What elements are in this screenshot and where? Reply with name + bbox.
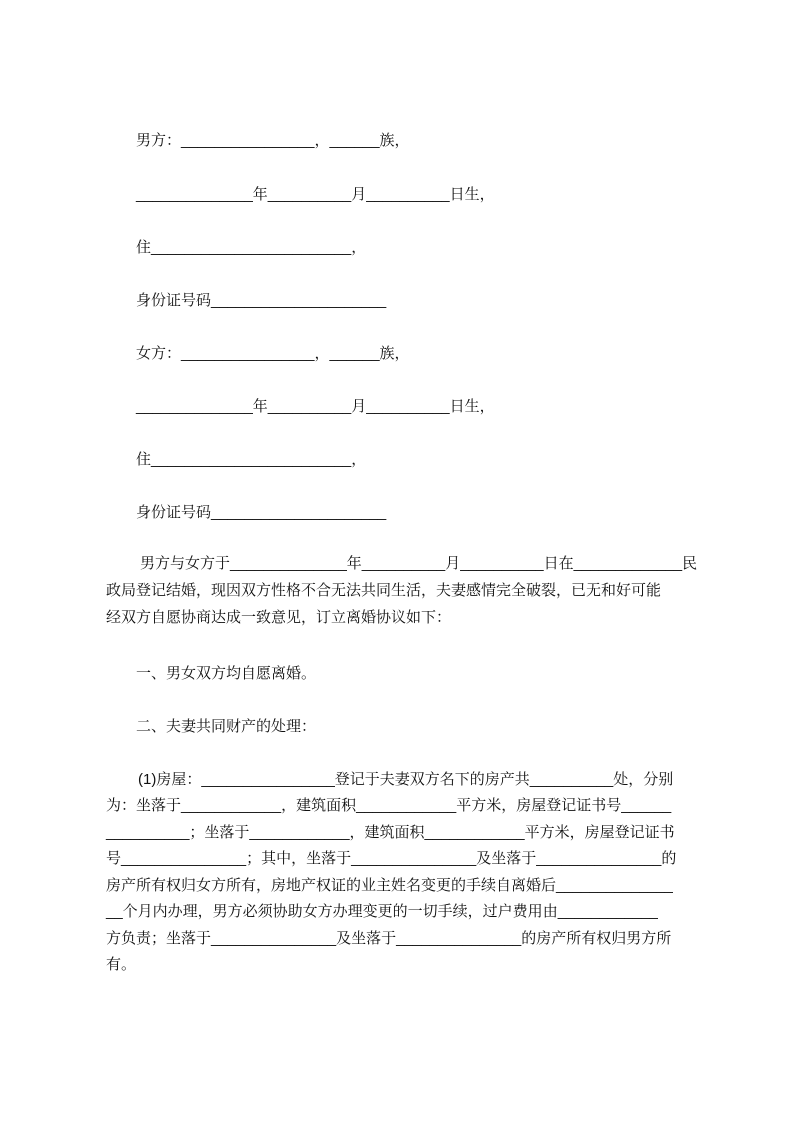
paragraph-line: 为：坐落于____________，建筑面积____________平方米，房屋登记证书号______ [106, 797, 672, 814]
male-name-field: 男方：________________，______族， [136, 132, 410, 149]
paragraph-line: 号_______________；其中，坐落于_______________及坐落于_______________的 [106, 850, 677, 867]
female-id-field: 身份证号码_____________________ [136, 504, 387, 521]
paragraph-line: 男方与女方于______________年__________月__________日在_____________民 [140, 555, 698, 572]
paragraph-line: 有。 [106, 956, 137, 973]
male-id-field: 身份证号码_____________________ [136, 292, 387, 309]
paragraph-line: 经双方自愿协商达成一致意见，订立离婚协议如下： [106, 609, 452, 626]
female-address-field: 住________________________， [136, 451, 367, 468]
male-birthdate-field: ______________年__________月__________日生， [136, 186, 495, 203]
paragraph-line: 房产所有权归女方所有，房地产权证的业主姓名变更的手续自离婚后______________ [106, 877, 673, 894]
female-name-field: 女方：________________，______族， [136, 345, 410, 362]
clause-1: 一、男女双方均自愿离婚。 [136, 665, 317, 682]
paragraph-line: 政局登记结婚，现因双方性格不合无法共同生活，夫妻感情完全破裂，已无和好可能 [106, 582, 662, 599]
paragraph-line: 方负责；坐落于_______________及坐落于_______________的房产所有权归男方所 [106, 930, 672, 947]
male-address-field: 住________________________， [136, 239, 367, 256]
paragraph-line: (1)房屋：________________登记于夫妻双方名下的房产共__________处，分别 [138, 771, 674, 788]
paragraph-line: __个月内办理，男方必须协助女方办理变更的一切手续，过户费用由____________ [106, 903, 658, 920]
female-birthdate-field: ______________年__________月__________日生， [136, 398, 495, 415]
clause-2: 二、夫妻共同财产的处理： [136, 718, 317, 735]
paragraph-line: __________；坐落于____________，建筑面积____________平方米，房屋登记证书 [106, 824, 675, 841]
